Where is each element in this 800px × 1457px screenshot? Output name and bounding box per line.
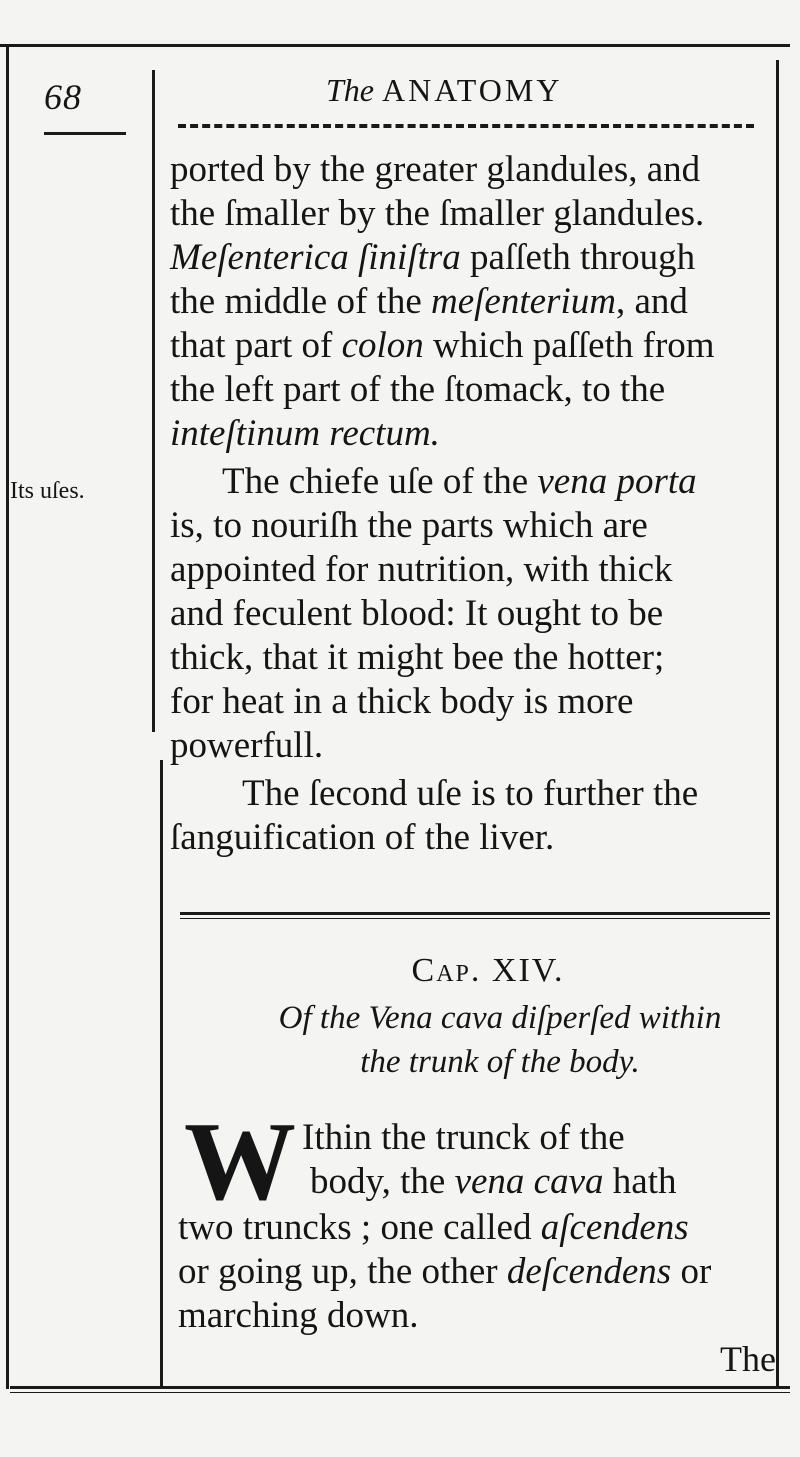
- catchword: The: [720, 1339, 776, 1379]
- text-line: thick, that it might bee the hotter;: [170, 637, 665, 678]
- text-line: [178, 1206, 689, 1250]
- text-span: that part of: [170, 325, 342, 366]
- text-line: [178, 1250, 711, 1294]
- text-line: [170, 324, 715, 368]
- bottom-border: [10, 1386, 790, 1389]
- latin-term: deſcendens: [506, 1251, 672, 1292]
- text-line: [310, 1160, 676, 1204]
- margin-divider-lower: [160, 760, 163, 1386]
- margin-note: Its uſes.: [10, 478, 85, 504]
- bottom-border-thin: [10, 1392, 790, 1393]
- text-span: paſſeth through: [460, 237, 696, 278]
- page-number: 68: [44, 77, 82, 117]
- text-line: [170, 236, 695, 280]
- drop-cap: W: [184, 1100, 296, 1224]
- text-span: the middle of the: [170, 281, 431, 322]
- text-span: body, the: [310, 1161, 455, 1202]
- header-title: ANATOMY: [382, 72, 563, 108]
- text-line: [222, 460, 697, 504]
- text-span: or: [671, 1251, 712, 1292]
- chapter-heading: [0, 952, 800, 990]
- margin-divider: [152, 70, 155, 732]
- text-line: powerfull.: [170, 725, 324, 766]
- text-span: two truncks ; one called: [178, 1207, 541, 1248]
- text-span: or going up, the other: [178, 1251, 507, 1292]
- text-line: The ſecond uſe is to further the: [242, 773, 699, 814]
- text-span: The chiefe uſe of the: [222, 461, 538, 502]
- latin-term: meſenterium: [431, 281, 616, 322]
- latin-term: aſcendens: [540, 1207, 689, 1248]
- latin-term: colon: [341, 325, 424, 366]
- text-line: ſanguification of the liver.: [170, 817, 555, 858]
- text-line: the ſmaller by the ſmaller glandules.: [170, 193, 705, 234]
- text-line: marching down.: [178, 1295, 419, 1336]
- text-span: which paſſeth from: [423, 325, 715, 366]
- text-line: ported by the greater glandules, and: [170, 149, 701, 190]
- text-line: Ithin the trunck of the: [302, 1117, 625, 1158]
- latin-term: vena cava: [454, 1161, 604, 1202]
- text-span: , and: [615, 281, 688, 322]
- text-line: is, to nouriſh the parts which are: [170, 505, 648, 546]
- text-line: [170, 280, 688, 324]
- latin-term: vena porta: [537, 461, 697, 502]
- chapter-subtitle: Of the Vena cava diſperſed within: [278, 1000, 722, 1036]
- text-line: appointed for nutrition, with thick: [170, 549, 673, 590]
- chapter-number: Cap. XIV.: [411, 952, 565, 989]
- chapter-subtitle: the trunk of the body.: [360, 1044, 640, 1080]
- text-line: for heat in a thick body is more: [170, 681, 634, 722]
- latin-term: Meſenterica ſiniſtra: [170, 237, 461, 278]
- header-rule: [178, 124, 754, 128]
- header-prefix: The: [326, 72, 374, 108]
- top-border: [0, 44, 790, 47]
- left-border: [6, 44, 9, 1389]
- section-divider: [180, 912, 770, 915]
- page-number-rule: [44, 132, 126, 135]
- text-span: hath: [603, 1161, 677, 1202]
- running-header: [326, 72, 562, 109]
- section-divider-thin: [180, 918, 770, 919]
- right-border: [776, 60, 779, 1388]
- text-line: and feculent blood: It ought to be: [170, 593, 664, 634]
- text-line: inteſtinum rectum.: [170, 413, 440, 454]
- text-line: the left part of the ſtomack, to the: [170, 369, 666, 410]
